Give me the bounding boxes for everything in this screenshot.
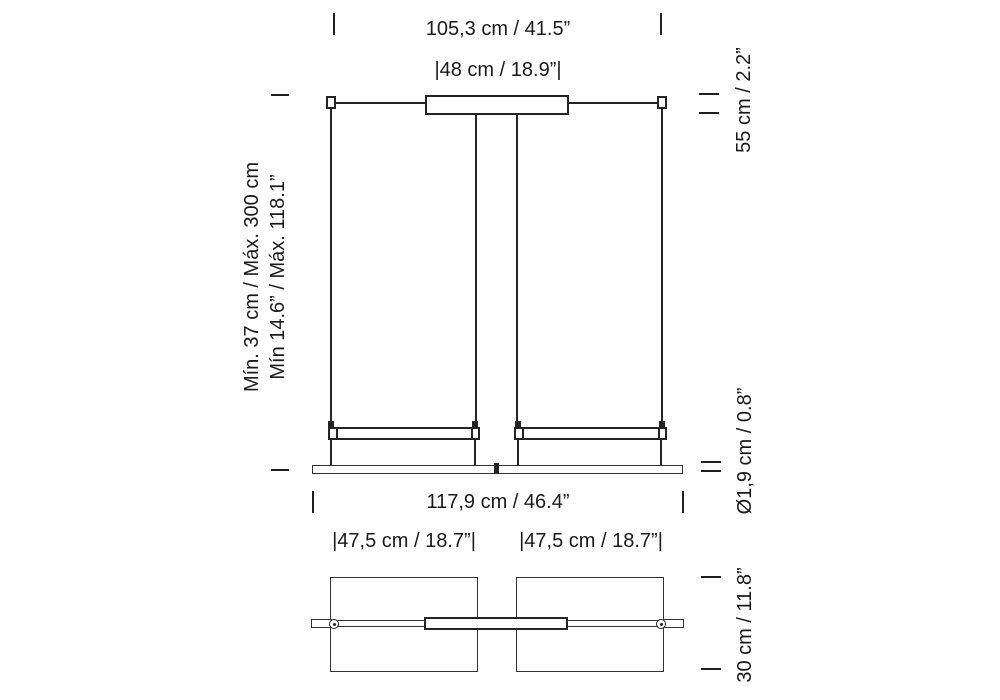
drop-wire	[330, 440, 332, 466]
light-bar-left-endcap-line	[336, 428, 338, 439]
dim-label-left-panel-width: |47,5 cm / 18.7”|	[332, 530, 476, 552]
drop-wire	[660, 440, 662, 466]
drop-wire	[517, 440, 519, 466]
inner-wire-right	[516, 114, 518, 428]
dim-tick-overall-width-left	[333, 13, 335, 35]
support-rod-center-body	[424, 617, 568, 630]
dim-tick-tube-diameter-bottom	[701, 470, 721, 472]
wire-anchor-right	[656, 619, 666, 629]
dim-tick-fixture-length-right	[682, 491, 684, 513]
bottom-tube-center-joint	[494, 463, 499, 474]
light-bar-right-endcap-line	[658, 428, 660, 439]
ceiling-canopy	[425, 95, 569, 115]
dim-label-canopy-width: |48 cm / 18.9”|	[434, 59, 562, 81]
rod-end-cap-right	[663, 619, 684, 628]
dim-tick-height-bottom	[271, 469, 289, 471]
dim-tick-fixture-length-left	[312, 491, 314, 513]
dim-label-canopy-height: 55 cm / 2.2”	[733, 47, 755, 153]
dim-label-right-panel-width: |47,5 cm / 18.7”|	[519, 530, 663, 552]
dim-tick-canopy-height-bottom	[699, 112, 719, 114]
dim-tick-tube-diameter-top	[701, 461, 721, 463]
light-bar-left	[328, 427, 480, 440]
wire-anchor-left	[329, 619, 339, 629]
dim-tick-panel-depth-top	[701, 576, 721, 578]
dim-label-panel-depth: 30 cm / 11.8”	[734, 567, 756, 683]
outer-wire-left	[330, 108, 332, 428]
dim-label-fixture-length: 117,9 cm / 46.4”	[426, 491, 570, 513]
dim-tick-canopy-height-top	[699, 93, 719, 95]
light-bar-left-endcap-line	[471, 428, 473, 439]
dim-label-tube-diameter: Ø1,9 cm / 0.8”	[734, 387, 756, 515]
dim-label-suspension-height-metric: Mín. 37 cm / Máx. 300 cm	[241, 161, 263, 393]
outer-wire-right	[661, 108, 663, 428]
dim-label-suspension-height-imperial: Mín 14.6” / Máx. 118.1”	[267, 174, 289, 380]
inner-wire-left	[475, 114, 477, 428]
dim-tick-height-top	[271, 94, 289, 96]
drop-wire	[474, 440, 476, 466]
dim-label-overall-width: 105,3 cm / 41.5”	[425, 18, 571, 40]
dim-tick-overall-width-right	[660, 13, 662, 35]
dim-label-suspension-height	[239, 107, 291, 447]
light-bar-right-endcap-line	[522, 428, 524, 439]
light-bar-right	[514, 427, 667, 440]
dim-tick-panel-depth-bottom	[701, 668, 721, 670]
